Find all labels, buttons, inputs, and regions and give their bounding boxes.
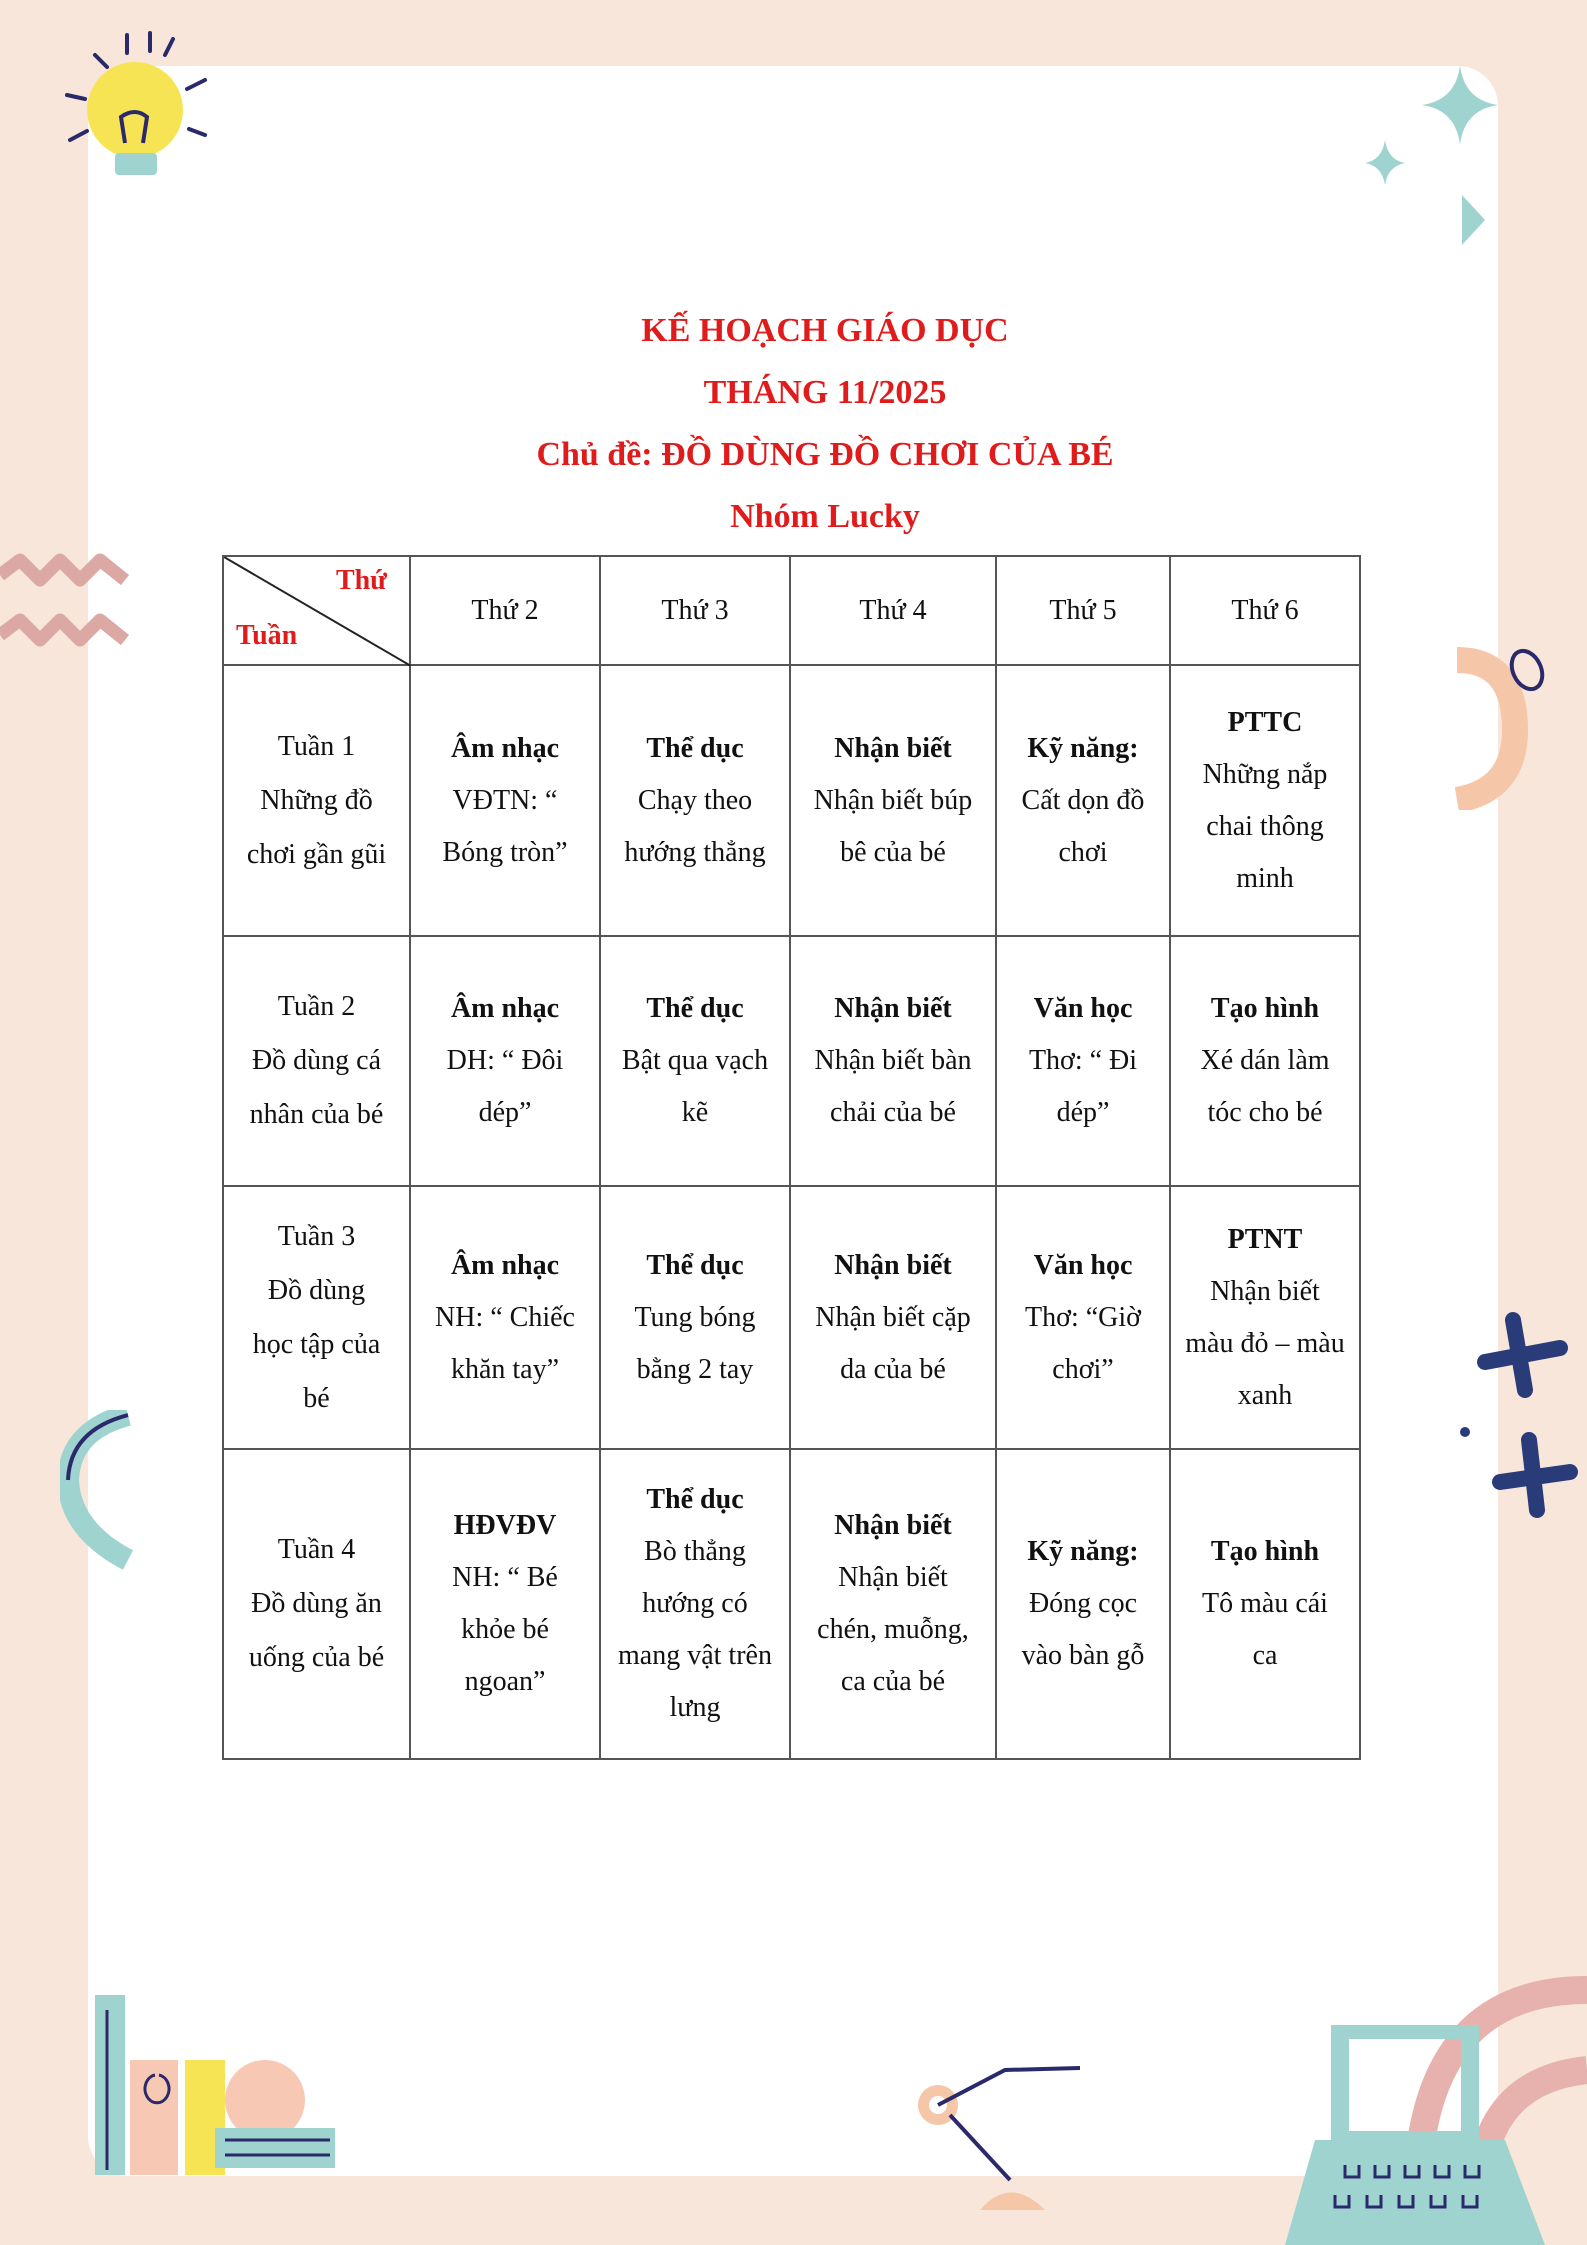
activity-text: Tung bóng <box>634 1301 756 1333</box>
activity-text: Chạy theo <box>637 784 753 816</box>
activity-text: Nhận biết cặp <box>815 1301 971 1333</box>
books-icon <box>85 1990 345 2185</box>
activity-subject: Âm nhạc <box>450 1249 560 1281</box>
day-header: Thứ 2 <box>410 556 600 665</box>
activity-subject: PTTC <box>1227 706 1303 738</box>
week-topic: nhân của bé <box>249 1099 384 1130</box>
week-topic: Đồ dùng <box>267 1274 366 1306</box>
activity-subject: Nhận biết <box>834 732 952 764</box>
activity-subject: Nhận biết <box>834 1249 952 1281</box>
cross-icon <box>1455 1300 1585 1540</box>
lightbulb-icon <box>55 25 225 190</box>
activity-text: mang vật trên <box>618 1640 772 1671</box>
week-topic: bé <box>303 1382 330 1414</box>
alarm-clock-icon <box>1455 640 1565 810</box>
activity-text: Thơ: “Giờ <box>1025 1301 1141 1333</box>
activity-text: DH: “ Đôi <box>446 1045 564 1076</box>
activity-subject: Thể dục <box>646 1484 744 1515</box>
activity-subject: Văn học <box>1033 993 1133 1024</box>
week-topic: uống của bé <box>248 1642 385 1673</box>
day-header: Thứ 6 <box>1170 556 1360 665</box>
activity-text: lưng <box>669 1692 721 1723</box>
activity-text: Tô màu cái <box>1202 1588 1328 1619</box>
activity-text: màu đỏ – màu <box>1185 1327 1345 1359</box>
activity-text: ca của bé <box>840 1666 946 1697</box>
activity-cell <box>1170 936 1360 1186</box>
activity-cell <box>410 1186 600 1449</box>
activity-cell <box>600 1449 790 1759</box>
activity-cell <box>1170 1186 1360 1449</box>
activity-text: VĐTN: “ <box>452 784 558 816</box>
activity-text: da của bé <box>840 1353 946 1385</box>
activity-text: dép” <box>1056 1097 1110 1128</box>
activity-cell <box>410 665 600 936</box>
activity-text: chai thông <box>1206 810 1324 842</box>
day-header: Thứ 5 <box>996 556 1170 665</box>
activity-cell <box>790 1186 996 1449</box>
typewriter-icon <box>1275 2025 1565 2245</box>
activity-cell <box>1170 665 1360 936</box>
activity-text: chơi” <box>1052 1353 1114 1385</box>
magnifier-icon <box>60 1410 135 1580</box>
activity-text: Nhận biết bàn <box>814 1045 972 1076</box>
desk-lamp-icon <box>910 2060 1090 2220</box>
activity-text: chơi <box>1058 836 1108 868</box>
week-label: Tuần 3 <box>277 1220 356 1252</box>
day-header: Thứ 4 <box>790 556 996 665</box>
activity-text: khăn tay” <box>450 1353 560 1385</box>
activity-subject: Tạo hình <box>1210 1536 1320 1567</box>
activity-subject: HĐVĐV <box>453 1510 557 1541</box>
activity-cell <box>410 936 600 1186</box>
activity-text: bằng 2 tay <box>636 1353 754 1385</box>
activity-text: Bật qua vạch <box>621 1045 769 1076</box>
activity-cell <box>996 665 1170 936</box>
week-label: Tuần 1 <box>277 730 356 762</box>
activity-cell <box>790 936 996 1186</box>
activity-text: Nhận biết <box>838 1562 948 1593</box>
corner-label-week: Tuần <box>236 620 298 651</box>
activity-subject: Âm nhạc <box>450 993 560 1024</box>
table-row <box>223 1186 1360 1449</box>
week-topic: Những đồ <box>260 784 373 816</box>
activity-text: xanh <box>1237 1379 1293 1411</box>
week-topic: Đồ dùng ăn <box>251 1588 382 1619</box>
sparkle-icon <box>1350 60 1510 260</box>
activity-text: Nhận biết <box>1210 1275 1320 1307</box>
activity-cell <box>790 1449 996 1759</box>
activity-subject: Nhận biết <box>834 993 952 1024</box>
activity-cell <box>1170 1449 1360 1759</box>
activity-text: Xé dán làm <box>1200 1045 1330 1076</box>
activity-subject: PTNT <box>1227 1223 1303 1255</box>
activity-subject: Văn học <box>1033 1249 1133 1281</box>
plan-theme: Chủ đề: ĐỒ DÙNG ĐỒ CHƠI CỦA BÉ <box>536 436 1114 473</box>
week-cell <box>223 1449 410 1759</box>
week-cell <box>223 936 410 1186</box>
activity-subject: Thể dục <box>646 732 744 764</box>
activity-text: NH: “ Chiếc <box>435 1301 575 1333</box>
activity-text: hướng có <box>642 1588 748 1619</box>
activity-subject: Thể dục <box>646 993 744 1024</box>
activity-cell <box>790 665 996 936</box>
activity-text: kẽ <box>681 1097 709 1128</box>
week-cell <box>223 1186 410 1449</box>
activity-cell <box>410 1449 600 1759</box>
activity-cell <box>600 936 790 1186</box>
activity-cell <box>600 665 790 936</box>
activity-text: ca <box>1252 1640 1278 1671</box>
activity-cell <box>996 1186 1170 1449</box>
activity-text: tóc cho bé <box>1207 1097 1323 1128</box>
corner-label-day: Thứ <box>335 565 387 596</box>
day-header: Thứ 3 <box>600 556 790 665</box>
activity-cell <box>600 1186 790 1449</box>
activity-text: Những nắp <box>1202 758 1328 790</box>
activity-subject: Nhận biết <box>834 1510 952 1541</box>
schedule-table <box>222 555 1361 1760</box>
activity-text: minh <box>1236 862 1294 894</box>
activity-text: Bóng tròn” <box>442 836 568 868</box>
plan-group: Nhóm Lucky <box>730 498 920 535</box>
week-label: Tuần 4 <box>277 1534 356 1565</box>
activity-subject: Âm nhạc <box>450 732 560 764</box>
table-row <box>223 1449 1360 1759</box>
plan-month: THÁNG 11/2025 <box>703 374 947 411</box>
table-row <box>223 665 1360 936</box>
activity-text: khỏe bé <box>461 1614 549 1645</box>
activity-subject: Tạo hình <box>1210 993 1320 1024</box>
activity-text: chải của bé <box>830 1097 956 1128</box>
activity-text: Cất dọn đồ <box>1021 784 1145 816</box>
week-topic: học tập của <box>252 1328 381 1360</box>
activity-text: Đóng cọc <box>1028 1588 1138 1619</box>
activity-text: ngoan” <box>464 1666 546 1697</box>
activity-subject: Kỹ năng: <box>1027 1536 1139 1567</box>
week-topic: chơi gần gũi <box>246 838 387 870</box>
activity-text: Nhận biết búp <box>813 784 973 816</box>
activity-text: bê của bé <box>840 836 946 868</box>
table-row <box>223 936 1360 1186</box>
activity-text: hướng thẳng <box>624 836 766 868</box>
zigzag-icon <box>0 545 130 685</box>
activity-cell <box>996 936 1170 1186</box>
activity-text: Thơ: “ Đi <box>1028 1045 1138 1076</box>
activity-text: NH: “ Bé <box>452 1562 558 1593</box>
document-heading <box>0 300 1587 548</box>
activity-text: dép” <box>478 1097 532 1128</box>
activity-subject: Kỹ năng: <box>1027 732 1139 764</box>
plan-title: KẾ HOẠCH GIÁO DỤC <box>641 312 1009 349</box>
week-label: Tuần 2 <box>277 991 356 1022</box>
week-topic: Đồ dùng cá <box>251 1045 382 1076</box>
corner-header-cell <box>223 556 410 665</box>
week-cell <box>223 665 410 936</box>
activity-subject: Thể dục <box>646 1249 744 1281</box>
activity-cell <box>996 1449 1170 1759</box>
activity-text: chén, muỗng, <box>817 1614 969 1645</box>
activity-text: vào bàn gỗ <box>1021 1640 1145 1671</box>
activity-text: Bò thẳng <box>644 1536 746 1567</box>
